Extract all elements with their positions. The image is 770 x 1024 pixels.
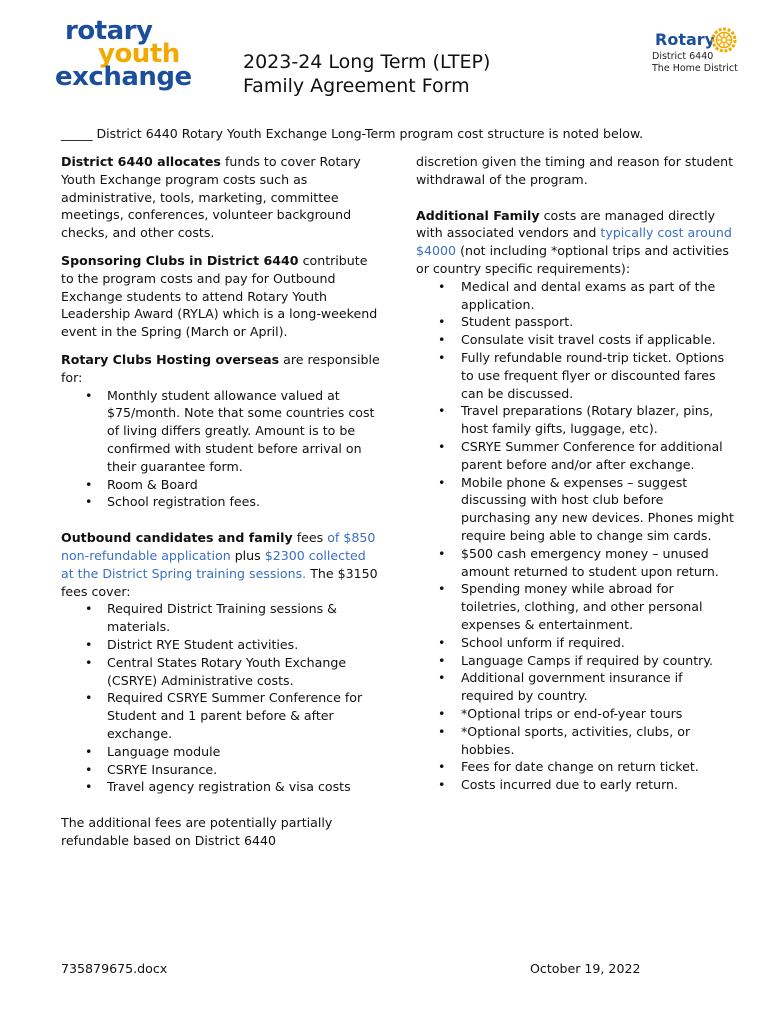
list-item: • CSRYE Insurance. bbox=[61, 761, 381, 779]
district-label bbox=[652, 51, 738, 75]
outbound-text-3: The $3150 fees cover: bbox=[61, 565, 378, 599]
list-item: • *Optional trips or end-of-year tours bbox=[416, 705, 736, 723]
document-title bbox=[243, 50, 490, 98]
list-item: • Monthly student allowance valued at $75/month. Note that some countries cost of living differs greatly. Amount is to be confirmed with student before arrival on their guarantee form. bbox=[61, 387, 381, 476]
additional-family-text-1: costs are managed directly with associated vendors and bbox=[416, 207, 716, 241]
district-number: District 6440 bbox=[652, 51, 714, 62]
hosting-clubs-list bbox=[61, 387, 381, 512]
typical-cost-link[interactable]: typically cost around $4000 bbox=[416, 225, 732, 259]
logo-word-youth: youth bbox=[98, 38, 180, 69]
list-item: • Medical and dental exams as part of the application. bbox=[416, 278, 736, 314]
left-column bbox=[61, 153, 381, 860]
sponsoring-clubs-text: contribute to the program costs and pay for Outbound Exchange students to attend Rotary Youth Leadership Award (RYLA) which is a long-weekend event in the Spring (March or April). bbox=[61, 252, 378, 340]
list-item: • Travel agency registration & visa costs bbox=[61, 778, 381, 796]
right-column bbox=[416, 153, 736, 804]
outbound-text-1: fees bbox=[292, 530, 328, 546]
rotary-district-logo bbox=[622, 22, 746, 78]
outbound-paragraph bbox=[61, 529, 381, 600]
outbound-text-2: plus bbox=[230, 547, 265, 563]
refund-paragraph: The additional fees are potentially partially refundable based on District 6440 bbox=[61, 815, 333, 848]
title-line-1: 2023-24 Long Term (LTEP) bbox=[243, 51, 491, 73]
list-item: • Costs incurred due to early return. bbox=[416, 776, 736, 794]
hosting-clubs-heading: Rotary Clubs Hosting overseas bbox=[61, 351, 280, 367]
list-item: • Required CSRYE Summer Conference for Student and 1 parent before & after exchange. bbox=[61, 689, 381, 742]
district-allocates-heading: District 6440 allocates bbox=[61, 154, 221, 169]
outbound-fees-list bbox=[61, 600, 381, 796]
list-item: • Spending money while abroad for toiletries, clothing, and other personal expenses & entertainment. bbox=[416, 580, 736, 633]
application-fee-link[interactable]: of $850 non-refundable application bbox=[61, 530, 376, 563]
district-allocates-text: funds to cover Rotary Youth Exchange program costs such as administrative, tools, marketing, committee meetings, conferences, volunteer background checks, and other costs. bbox=[61, 154, 361, 241]
title-line-2: Family Agreement Form bbox=[243, 75, 470, 97]
list-item: • Travel preparations (Rotary blazer, pins, host family gifts, luggage, etc). bbox=[416, 402, 736, 438]
list-item: • School unform if required. bbox=[416, 634, 736, 652]
list-item: • Language module bbox=[61, 743, 381, 761]
footer-date: October 19, 2022 bbox=[530, 961, 641, 976]
list-item: • Required District Training sessions & materials. bbox=[61, 600, 381, 636]
sponsoring-clubs-heading: Sponsoring Clubs in District 6440 bbox=[61, 252, 299, 268]
list-item: • Student passport. bbox=[416, 313, 736, 331]
district-subtitle: The Home District bbox=[652, 63, 738, 74]
sponsoring-clubs-paragraph bbox=[61, 252, 381, 341]
logo-word-exchange: exchange bbox=[55, 61, 192, 92]
list-item: • Fees for date change on return ticket. bbox=[416, 758, 736, 776]
list-item: • Mobile phone & expenses – suggest discussing with host club before purchasing any new devices. Phones might require being able to change sim cards. bbox=[416, 474, 736, 545]
additional-family-paragraph bbox=[416, 207, 736, 278]
list-item: • Language Camps if required by country. bbox=[416, 652, 736, 670]
list-item: • Room & Board bbox=[61, 476, 381, 494]
rotary-wordmark: Rotary bbox=[655, 30, 716, 49]
list-item: • CSRYE Summer Conference for additional parent before and/or after exchange. bbox=[416, 438, 736, 474]
footer-filename: 735879675.docx bbox=[61, 961, 168, 976]
additional-costs-list bbox=[416, 278, 736, 794]
training-fee-link[interactable]: $2300 collected at the District Spring training sessions. bbox=[61, 547, 366, 581]
intro-line: _____ District 6440 Rotary Youth Exchange Long-Term program cost structure is noted below. bbox=[61, 126, 644, 141]
list-item: • Central States Rotary Youth Exchange (CSRYE) Administrative costs. bbox=[61, 654, 381, 690]
list-item: • Fully refundable round-trip ticket. Options to use frequent flyer or discounted fares can be discussed. bbox=[416, 349, 736, 402]
additional-family-text-2: (not including *optional trips and activities or country specific requirements): bbox=[416, 243, 729, 276]
hosting-clubs-text: are responsible for: bbox=[61, 351, 380, 385]
rotary-youth-exchange-logo bbox=[55, 16, 192, 92]
list-item: • School registration fees. bbox=[61, 493, 381, 511]
additional-family-heading: Additional Family bbox=[416, 207, 540, 223]
logo-word-rotary: rotary bbox=[65, 16, 153, 46]
list-item: • $500 cash emergency money – unused amount returned to student upon return. bbox=[416, 545, 736, 581]
rotary-wheel-icon bbox=[711, 27, 737, 53]
hosting-clubs-paragraph bbox=[61, 351, 381, 387]
list-item: • Additional government insurance if required by country. bbox=[416, 669, 736, 705]
outbound-heading: Outbound candidates and family bbox=[61, 530, 293, 546]
withdrawal-continuation: discretion given the timing and reason for student withdrawal of the program. bbox=[416, 154, 734, 187]
list-item: • Consulate visit travel costs if applicable. bbox=[416, 331, 736, 349]
list-item: • District RYE Student activities. bbox=[61, 636, 381, 654]
district-allocates-paragraph bbox=[61, 153, 381, 242]
list-item: • *Optional sports, activities, clubs, or hobbies. bbox=[416, 723, 736, 759]
